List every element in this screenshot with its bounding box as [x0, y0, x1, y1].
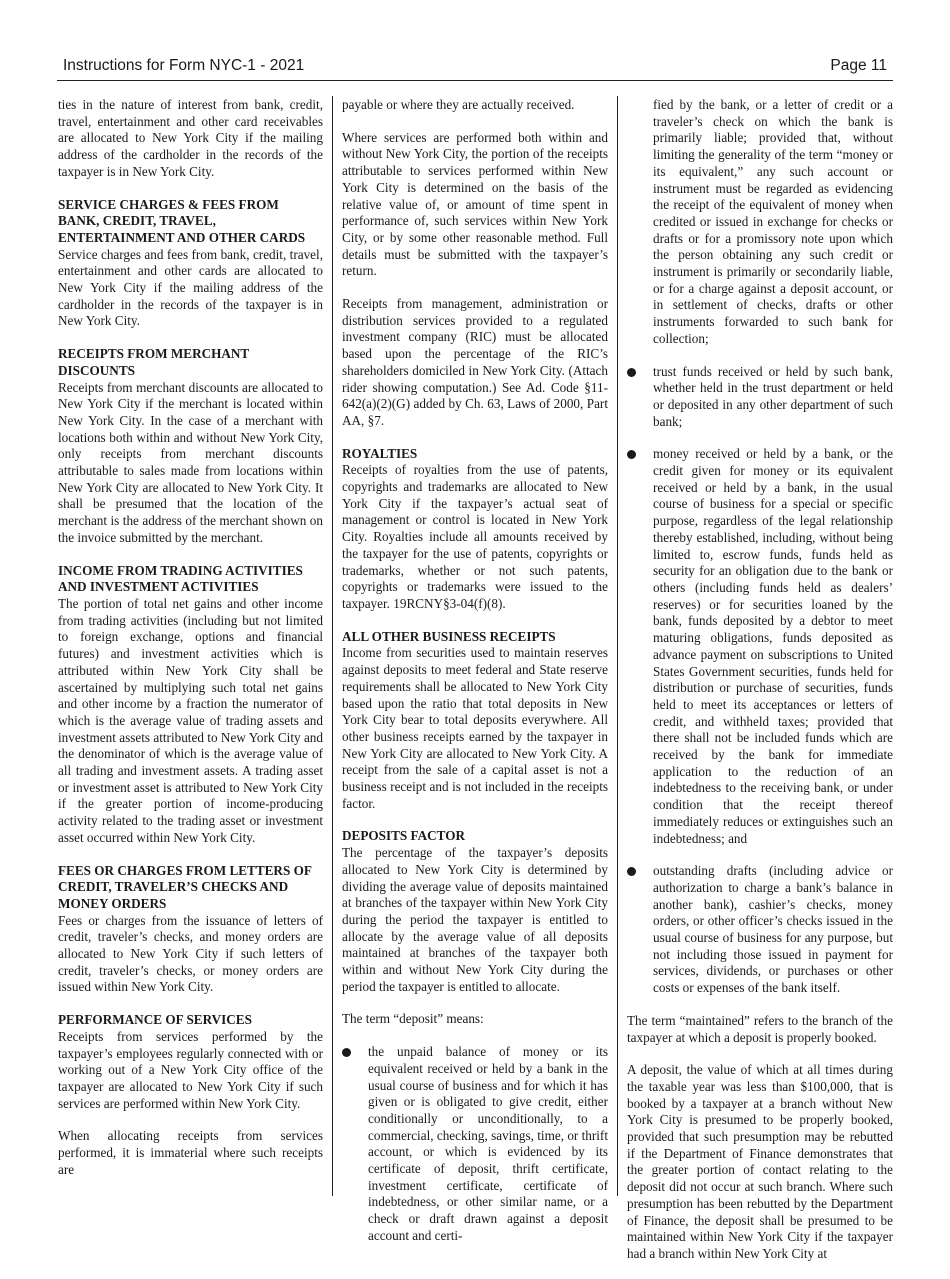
section-heading: INCOME FROM TRADING ACTIVITIES AND INVESTMENT ACTIVITIES: [58, 562, 303, 595]
column-2: [342, 97, 608, 1261]
section-heading: SERVICE CHARGES & FEES FROM BANK, CREDIT, TRAVEL, ENTERTAINMENT AND OTHER CARDS: [58, 196, 306, 245]
body-paragraph: A deposit, the value of which at all times during the taxable year was less than $100,000, that is booked by a taxpayer at a branch without New York City is presumed to be properly booked, provided that such presumption may be rebutted if the Department of Finance demonstrates that the greater portion of contact relating to the deposit did not occur at such branch. Where such presumption has been rebutted by the Department of Finance, the deposit shall be presumed to be maintained within New York City if the taxpayer had a branch within New York City at: [627, 1062, 893, 1261]
column-3: [627, 97, 893, 1279]
section-body: Service charges and fees from bank, credit, travel, entertainment and other cards are allocated to New York City if the mailing address of the cardholder in the records of the taxpayer is in New York City.: [58, 246, 323, 329]
section-body: Receipts from services performed by the taxpayer’s employees regularly connected with or working out of a New York City office of the taxpayer are allocated to New York City if such services are performed within New York City.: [58, 1028, 323, 1111]
list-item: [627, 364, 893, 431]
body-paragraph: payable or where they are actually received.: [342, 97, 575, 112]
section-heading: RECEIPTS FROM MERCHANT DISCOUNTS: [58, 346, 249, 378]
list-item-text: outstanding drafts (including advice or authorization to charge a bank’s balance in another bank), cashier’s checks, money orders, or other officer’s checks issued in the usual course of business for any purpose, but not including those issued in payment for services, dividends, or purchases or other costs or expenses of the bank itself.: [653, 863, 893, 996]
bullet-icon: [627, 368, 636, 377]
bullet-icon: [342, 1048, 351, 1057]
section-performance-of-services: [58, 1012, 323, 1112]
section-body: Income from securities used to maintain reserves against deposits to meet federal and State reserve requirements shall be allocated to New York City based upon the ratio that total deposits in New York City bear to total deposits everywhere. All other business receipts earned by the taxpayer in New York City are allocated to New York City. A receipt from the sale of a capital asset is not a business receipt and is not included in the receipts factor.: [342, 645, 608, 811]
body-paragraph: The term “deposit” means:: [342, 1011, 484, 1027]
section-merchant-discounts: [58, 346, 323, 546]
list-item: [342, 1044, 608, 1244]
bullet-icon: [627, 450, 636, 459]
intro-paragraph: ties in the nature of interest from bank, credit, travel, entertainment and other card receivables are allocated to New York City if the mailing address of the cardholder in the records of the taxpayer is in New York City.: [58, 97, 323, 179]
body-paragraph: When allocating receipts from services performed, it is immaterial where such receipts are: [58, 1128, 323, 1177]
section-body: Fees or charges from the issuance of letters of credit, traveler’s checks, and money orders are allocated to New York City if such letters of credit, traveler’s checks, or money orders are issued within New York City.: [58, 912, 323, 995]
section-trading-activities: [58, 563, 323, 847]
section-body: The portion of total net gains and other income from trading activities (including but not limited to foreign exchange, options and financial futures) and investment activities which is attributed within New York City shall be ascertained by multiplying such total net gains and other income by a fraction the numerator of which is the average value of trading assets and investment assets attributed to New York City and the denominator of which is the average value of all trading and investment assets. A trading asset or investment asset is attributed to New York City if the greater portion of income-producing activity related to the trading asset or investment asset occurred within New York City.: [58, 595, 323, 845]
section-royalties: [342, 446, 608, 613]
list-item-text: trust funds received or held by such bank, whether held in the trust department or held or deposited in any other department of such bank;: [653, 363, 893, 429]
column-divider: [332, 96, 333, 1196]
bullet-icon: [627, 867, 636, 876]
list-item: [627, 446, 893, 847]
section-heading: FEES OR CHARGES FROM LETTERS OF CREDIT, TRAVELER’S CHECKS AND MONEY ORDERS: [58, 862, 312, 911]
section-body: Receipts from merchant discounts are allocated to New York City if the merchant is located within New York City. In the case of a merchant with locations both within and without New York City, only receipts from merchant discounts attributable to sales made from locations within New York City are allocated to New York City. It shall be presumed that the location of the merchant is the address of the merchant shown on the invoice submitted by the merchant.: [58, 379, 323, 545]
section-other-business-receipts: [342, 629, 608, 813]
deposit-definition-list: [627, 364, 893, 997]
section-letters-of-credit: [58, 863, 323, 997]
list-item-text: the unpaid balance of money or its equivalent received or held by a bank in the usual course of business and for which it has given or is obligated to give credit, either conditionally or unconditionally, to a commercial, checking, savings, time, or thrift account, or which is evidenced by its certificate of deposit, thrift certificate, investment certificate, certificate of indebtedness, or other similar name, or a check or draft drawn against a deposit account and certi-: [368, 1044, 608, 1243]
section-service-charges: [58, 197, 323, 331]
section-body: Receipts of royalties from the use of patents, copyrights and trademarks are allocated to New York City if the taxpayer’s actual seat of management or control is located in New York City. Royalties include all amounts received by the taxpayer for the use of patents, copyrights or trademarks, whether or not such patents, copyrights or trademarks were issued to the taxpayer. 19RCNY§3-04(f)(8).: [342, 462, 608, 611]
body-paragraph: Receipts from management, administration or distribution services provided to a regulated investment company (RIC) must be allocated based upon the percentage of the RIC’s shareholders domiciled in New York City. (Attach rider showing computation.) See Ad. Code §11-642(a)(2)(G) added by Ch. 63, Laws of 2000, Part AA, §7.: [342, 296, 608, 428]
column-divider: [617, 96, 618, 1196]
list-item: [627, 863, 893, 997]
body-paragraph: The term “maintained” refers to the branch of the taxpayer at which a deposit is properly booked.: [627, 1012, 893, 1045]
section-heading: ROYALTIES: [342, 445, 418, 461]
list-item-text: money received or held by a bank, or the credit given for money or its equivalent received or held by a bank, in the usual course of business for a special or specific purpose, regardless of the legal relationship thereby established, including, without being limited to, escrow funds, funds held as security for an obligation due to the bank or others (including funds held as dealers’ reserves) or for securities loaned by the bank, funds deposited by a debtor to meet maturing obligations, funds deposited as advance payment on subscriptions to United States Government securities, funds held for distribution or purchase of securities, funds held to meet its acceptances or letters of credit, and withheld taxes; provided that there shall not be included funds which are received by the bank for immediate application to the reduction of an indebtedness to the receiving bank, or under condition that the receipt thereof immediately reduces or extinguishes such an indebtedness; and: [653, 446, 893, 846]
section-body: The percentage of the taxpayer’s deposits allocated to New York City is determined by dividing the average value of deposits maintained at branches of the taxpayer within New York City during the period the taxpayer is entitled to allocate by the average value of all deposits maintained at branches of the taxpayer both within and without New York City during the period the taxpayer is entitled to allocate.: [342, 845, 608, 994]
page-number: Page 11: [830, 57, 887, 74]
page-header: [57, 52, 893, 81]
body-paragraph: Where services are performed both within and without New York City, the portion of the receipts attributable to services performed within New York City is determined on the basis of the relative value of, or amount of time spent in performance of, such services within New York City, or by some other reasonable method. Full details must be submitted with the taxpayer’s return.: [342, 129, 608, 279]
section-heading: PERFORMANCE OF SERVICES: [58, 1012, 252, 1028]
list-item-continuation: fied by the bank, or a letter of credit or a traveler’s check on which the bank is primarily liable; provided that, without limiting the generality of the term “money or its equivalent,” any such account or instrument must be regarded as evidencing the receipt of the equivalent of money when credited or issued in exchange for checks or drafts or for a promissory note upon which the person obtaining any such credit or instrument is primarily or secondarily liable, or for a charge against a deposit account, or in settlement of checks, drafts or other instruments forwarded to such bank for collection;: [653, 97, 893, 346]
form-title: Instructions for Form NYC-1 - 2021: [63, 57, 305, 74]
deposit-definition-list: [342, 1044, 608, 1244]
section-heading: ALL OTHER BUSINESS RECEIPTS: [342, 628, 556, 644]
column-1: [58, 97, 323, 1194]
section-heading: DEPOSITS FACTOR: [342, 828, 465, 844]
section-deposits-factor: [342, 828, 608, 995]
